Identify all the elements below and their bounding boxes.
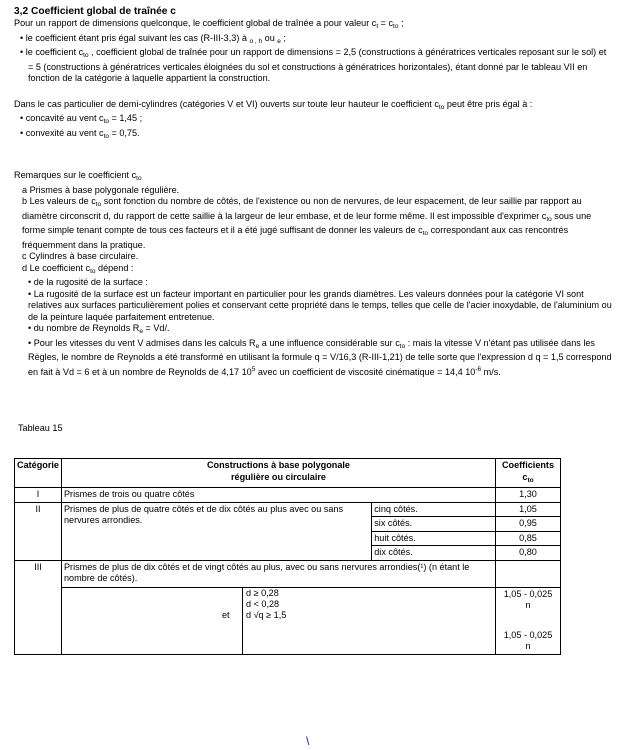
intro-paragraph: Pour un rapport de dimensions quelconque, le coefficient global de traînée a pour valeur $c_t = c_{to}$ ; <box>14 18 404 30</box>
remark-b: b Les valeurs de $c_{to}$ sont fonction du nombre de côtés, de l'existence ou non de nervures, de leur espacement, de leur saillie par rapport au diamètre circonscrit d, du rapport de cette saillie à la largeur de leur embase, et de leur forme même. Il est impossible d'exprimer $c_{to}$ sous une forme simple tenant compte de tous ces facteurs et il a été jugé suffisant de donner les valeurs de $c_{to}$ correspondant aux cas rencontrés fréquemment dans la pratique. <box>22 196 592 250</box>
sub-case-cell: huit côtés. <box>372 531 496 546</box>
bullet-coefficient: • le coefficient étant pris égal suivant les cas (R-III-3,3) à $_{o , h}$ ou $_e$ ; <box>20 32 286 45</box>
document-body <box>14 5 614 378</box>
remark-c: c Cylindres à base circulaire. <box>22 251 139 261</box>
table-row <box>15 587 561 654</box>
conditions-cell <box>61 587 495 654</box>
category-cell: I <box>15 488 62 503</box>
table-row <box>15 488 561 503</box>
bullet-cto: • le coefficient $c_{to}$ , coefficient global de traînée pour un rapport de dimensions = 2,5 (constructions à génératrices verticales reposant sur le sol) et = 5 (constructions à génératrices verticales éloignées du sol et constructions à génératrices horizontales), étant donné par le tableau VII en fonction de la catégorie à laquelle appartient la construction. <box>20 47 607 83</box>
table-header-row <box>15 459 561 488</box>
sub-case-cell: dix côtés. <box>372 546 496 561</box>
coefficients-table <box>14 458 561 655</box>
condition-3: d √q ≥ 1,5 <box>245 609 287 620</box>
condition-2: d < 0,28 <box>245 598 280 609</box>
remark-d-bullet-4: • Pour les vitesses du vent V admises dans les calculs $R_e$ a une influence considérable sur $c_{to}$ : mais la vitesse V n'étant pas utilisée dans les Règles, le nombre de Reynolds a été transformé en utilisant la formule q = V/16,3 (R-III-1,21) de telle sorte que l'expression d q = 1,5 correspond en fait à Vd = 6 et à un nombre de Reynolds de 4,17 $10^5$ avec un coefficient de viscosité cinématique = 14,4 $10^{-6}$ m/s. <box>28 337 612 377</box>
remark-d-bullet-1: • de la rugosité de la surface : <box>28 277 148 287</box>
description-cell: Prismes de trois ou quatre côtés <box>61 488 495 503</box>
bullet-convexity: • convexité au vent $c_{to} = 0,75$. <box>20 127 140 140</box>
bullet-concavity: • concavité au vent $c_{to} = 1,45$ ; <box>20 113 143 125</box>
remark-d-bullet-3: • du nombre de Reynolds $R_e = Vd/$. <box>28 323 170 335</box>
header-coefficients: Coefficients $c_{to}$ <box>495 459 560 488</box>
table-caption: Tableau 15 <box>18 423 63 433</box>
value-cell: 1,30 <box>495 488 560 503</box>
category-cell: II <box>15 502 62 560</box>
sub-case-cell: cinq côtés. <box>372 502 496 517</box>
remark-d: d Le coefficient $c_{to}$ dépend : <box>22 262 134 275</box>
value-cell-empty <box>495 560 560 587</box>
value-cell: 1,05 - 0,025 n 1,05 - 0,025 n <box>495 587 560 654</box>
header-category: Catégorie <box>15 459 62 488</box>
table-row <box>15 502 561 517</box>
description-cell: Prismes de plus de quatre côtés et de dix côtés au plus avec ou sans nervures arrondies. <box>61 502 371 560</box>
remark-a: a Prismes à base polygonale régulière. <box>22 184 180 195</box>
condition-1: d ≥ 0,28 <box>245 587 279 598</box>
condition-et: et <box>221 609 230 620</box>
value-cell: 1,05 <box>495 502 560 517</box>
remarks-title: Remarques sur le coefficient $c_{to}$ <box>14 170 142 182</box>
category-cell: III <box>15 560 62 654</box>
section-title: 3,2 Coefficient global de traînée c <box>14 6 176 17</box>
value-cell: 0,85 <box>495 531 560 546</box>
sub-case-cell: six côtés. <box>372 517 496 532</box>
remark-d-bullet-2: • La rugosité de la surface est un facteur important en particulier pour les grands diamètres. Les valeurs données pour la catégorie VI sont relatives aux surfaces particulièrement polies et conservant cette propriété dans le temps, telles que celle de l'acier inoxydable, de l'aluminium ou de la peinture laquée parfaitement entretenue. <box>28 288 612 322</box>
value-cell: 0,95 <box>495 517 560 532</box>
scan-mark: \ <box>306 734 310 748</box>
table-row <box>15 560 561 587</box>
semi-cylinder-paragraph: Dans le cas particulier de demi-cylindres (catégories V et VI) ouverts sur toute leur hauteur le coefficient $c_{to}$ peut être pris égal à : <box>14 98 533 111</box>
description-cell: Prismes de plus de dix côtés et de vingt côtés au plus, avec ou sans nervures arrondies(¹) (n étant le nombre de côtés). <box>61 560 495 587</box>
value-cell: 0,80 <box>495 546 560 561</box>
header-constructions: Constructions à base polygonale régulière ou circulaire <box>61 459 495 488</box>
